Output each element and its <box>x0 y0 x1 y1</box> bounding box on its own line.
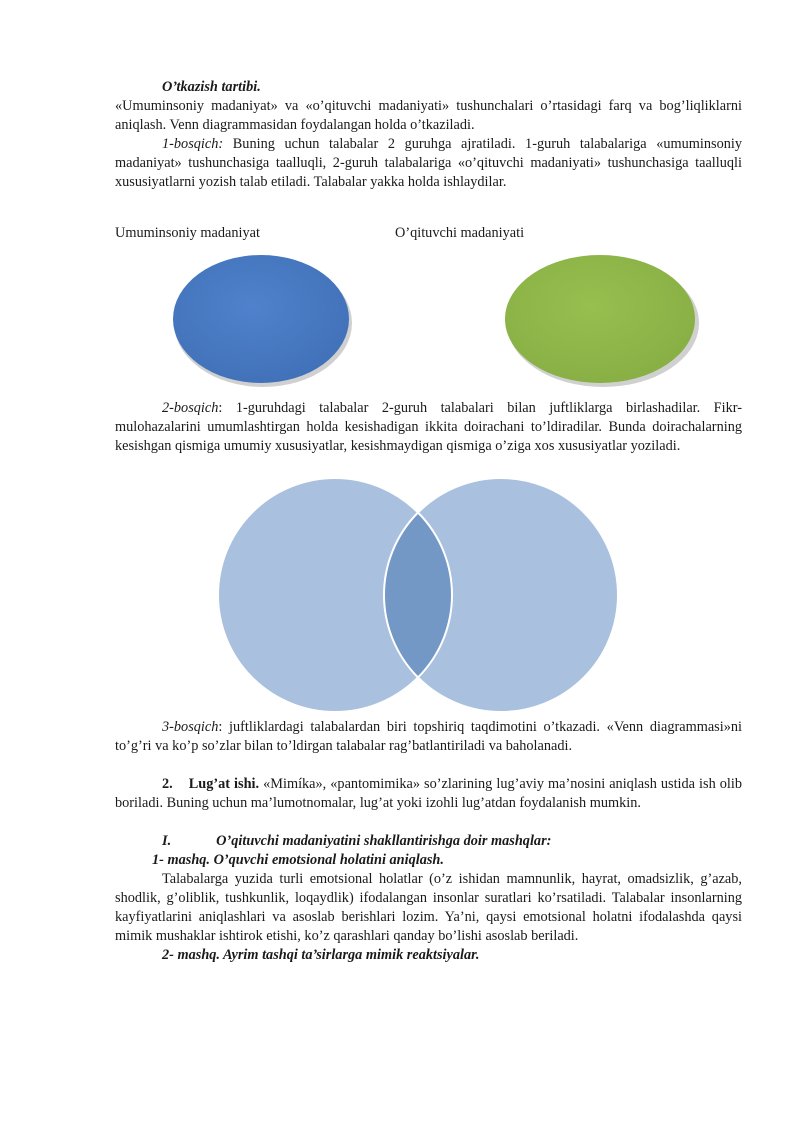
step2-text: : 1-guruhdagi talabalar 2-guruh talabalari bilan juftliklarga birlashadilar. Fikr-mulohazalarini umumlashtirgan holda kesishadigan ikkita doirachani to’ldiradilar. Bunda doirachalarning kesishgan qismiga umumiy xususiyatlar, kesishmaydigan qismiga o’ziga xos xususiyatlar yoziladi. <box>115 400 742 454</box>
left-circle-label: Umuminsoniy madaniyat <box>115 225 260 241</box>
step3-paragraph <box>115 718 742 756</box>
roman-title: O’qituvchi madaniyatini shakllantirishga doir mashqlar: <box>216 833 552 849</box>
section2-title: Lug’at ishi. <box>188 776 260 792</box>
right-circle-label: O’qituvchi madaniyati <box>395 225 525 241</box>
document-page <box>115 78 742 965</box>
step1-label: 1-bosqich: <box>162 136 224 152</box>
venn-diagram-figure <box>115 462 742 714</box>
roman-section-heading <box>115 832 742 851</box>
umuminsoniy-madaniyat-circle <box>173 255 349 383</box>
oqituvchi-madaniyati-circle <box>505 255 695 383</box>
section2-text: «Mimíka», «pantomimika» so’zlarining lug’aviy ma’nosini aniqlash ustida ish olib boriladi. Buning uchun ma’lumotnomalar, lug’at yoki izohli lug’atdan foydalanish mumkin. <box>115 776 742 811</box>
section2-paragraph <box>115 775 742 813</box>
exercise1-title: 1- mashq. O’quvchi emotsional holatini aniqlash. <box>152 852 444 868</box>
step1-paragraph <box>115 135 742 192</box>
section2-number: 2. <box>162 776 173 792</box>
step3-label: 3-bosqich <box>162 719 219 735</box>
exercise1-text: Talabalarga yuzida turli emotsional holatlar (o’z ishidan mamnunlik, hayrat, omadsizlik, g’azab, shodlik, g’oliblik, tushkunlik, loqaydlik) ifodalangan insonlar suratlari ko’rsatiladi. Talabalar insonlarning kayfiyatlarini aniqlashlari va asoslab berishlari lozim. Ya’ni, qaysi emotsional holatni ifodalashda qaysi mimik mushaklar ishtirok etishi, ko’z qarashlari qanday bo’lishi asoslab beriladi. <box>115 871 742 944</box>
exercise2-title: 2- mashq. Ayrim tashqi ta’sirlarga mimik reaktsiyalar. <box>162 947 480 963</box>
section-heading: O’tkazish tartibi. <box>162 79 261 95</box>
step2-label: 2-bosqich <box>162 400 219 416</box>
separate-circles-figure <box>115 247 742 387</box>
step2-paragraph <box>115 399 742 456</box>
roman-number: I. <box>162 833 172 849</box>
step1-text: Buning uchun talabalar 2 guruhga ajratiladi. 1-guruh talabalariga «umuminsoniy madaniyat» tushunchasiga taalluqli, 2-guruh talabalariga «o’qituvchi madaniyati» tushunchasiga taalluqli xususiyatlarni yozish talab etiladi. Talabalar yakka holda ishlaydilar. <box>115 136 742 190</box>
circle-labels <box>115 225 742 245</box>
step3-text: : juftliklardagi talabalardan biri topshiriq taqdimotini o’tkazadi. «Venn diagrammasi»ni to’g’ri va ko’p so’zlar bilan to’ldirgan talabalar rag’batlantiriladi va baholanadi. <box>115 719 742 754</box>
intro-paragraph: «Umuminsoniy madaniyat» va «o’qituvchi madaniyati» tushunchalari o’rtasidagi farq va bog’liqliklarni aniqlash. Venn diagrammasidan foydalangan holda o’tkaziladi. <box>115 98 742 133</box>
